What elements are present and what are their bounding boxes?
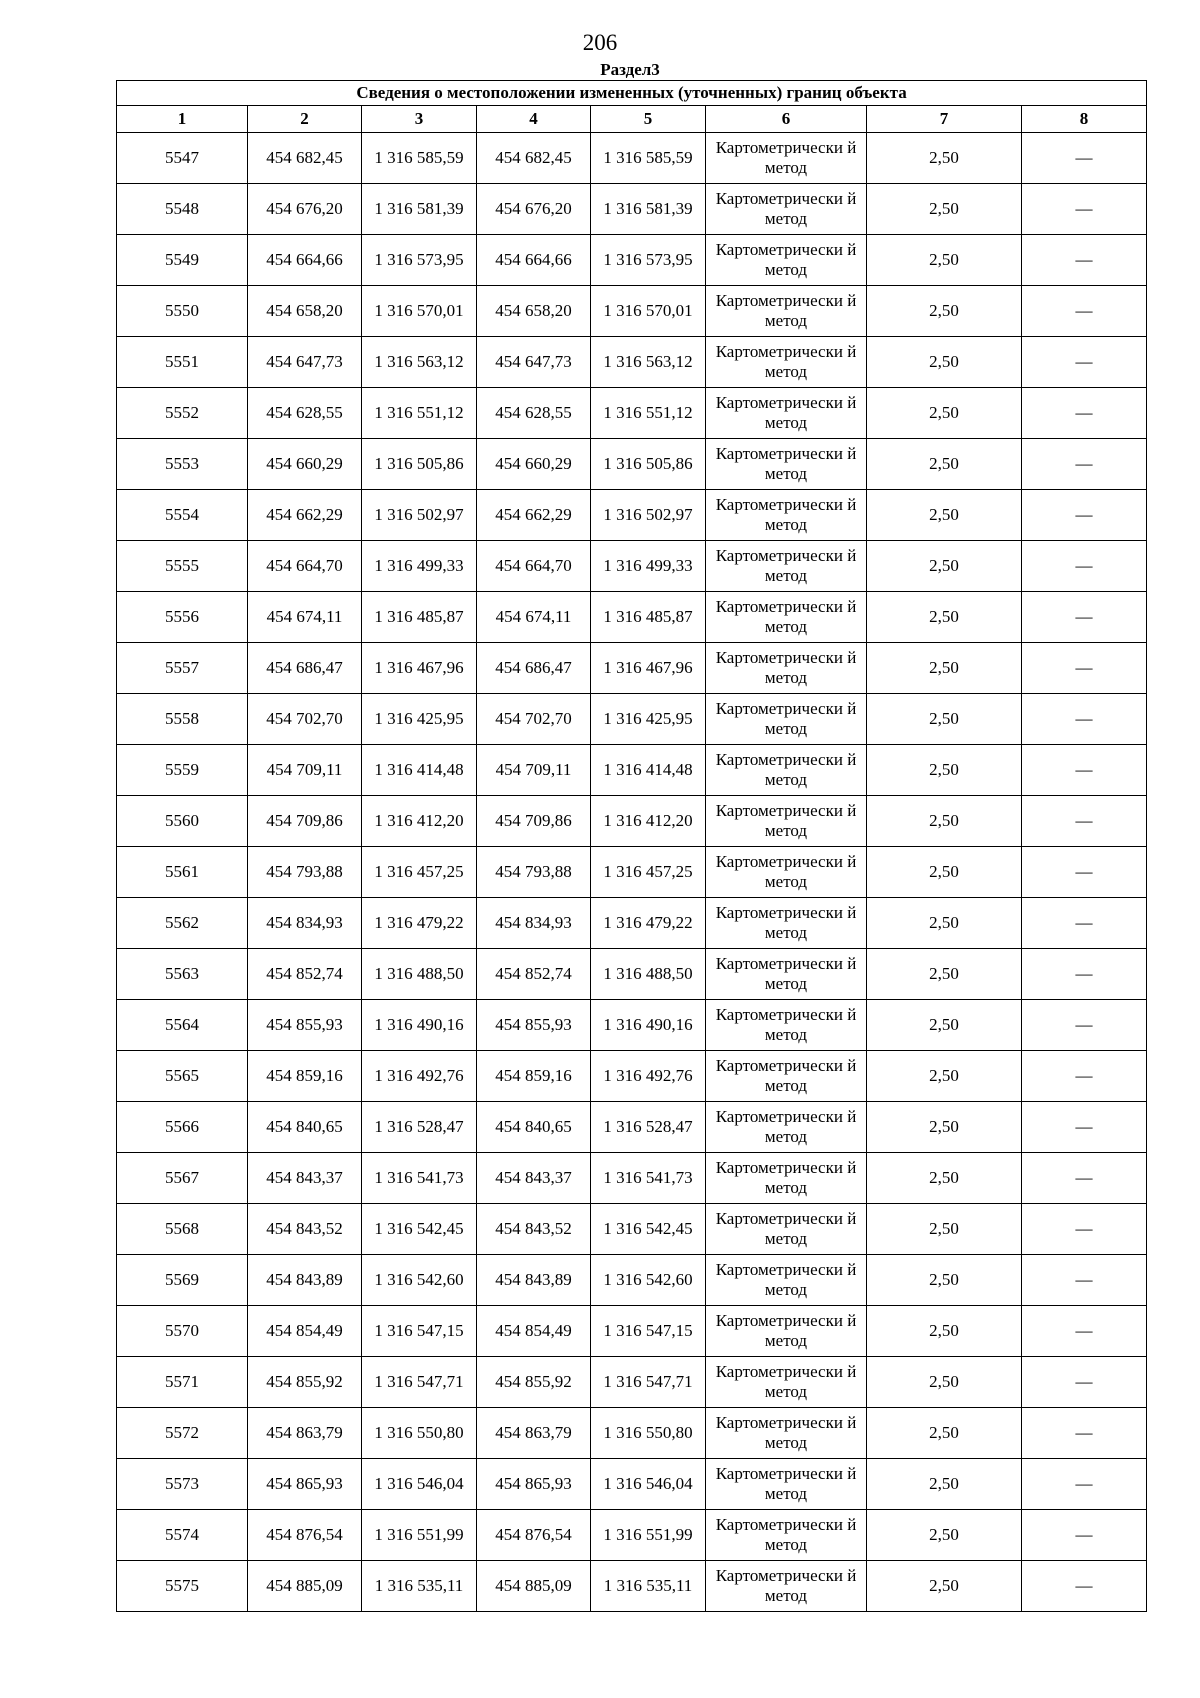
method-cell: Картометрически й метод: [706, 592, 867, 643]
column-number: 8: [1022, 106, 1147, 133]
y-new-cell: 1 316 488,50: [591, 949, 706, 1000]
x-new-cell: 454 658,20: [477, 286, 591, 337]
description-cell: —: [1022, 847, 1147, 898]
point-number-cell: 5556: [117, 592, 248, 643]
method-cell: Картометрически й метод: [706, 1051, 867, 1102]
description-cell: —: [1022, 898, 1147, 949]
point-number-cell: 5547: [117, 133, 248, 184]
x-old-cell: 454 865,93: [248, 1459, 362, 1510]
x-new-cell: 454 852,74: [477, 949, 591, 1000]
y-new-cell: 1 316 412,20: [591, 796, 706, 847]
table-row: [117, 541, 1147, 592]
point-number-cell: 5570: [117, 1306, 248, 1357]
accuracy-cell: 2,50: [867, 1459, 1022, 1510]
table-row: [117, 1255, 1147, 1306]
y-new-cell: 1 316 551,99: [591, 1510, 706, 1561]
method-cell: Картометрически й метод: [706, 796, 867, 847]
x-new-cell: 454 855,93: [477, 1000, 591, 1051]
x-old-cell: 454 709,86: [248, 796, 362, 847]
x-old-cell: 454 662,29: [248, 490, 362, 541]
table-row: [117, 796, 1147, 847]
accuracy-cell: 2,50: [867, 1051, 1022, 1102]
x-new-cell: 454 628,55: [477, 388, 591, 439]
x-old-cell: 454 834,93: [248, 898, 362, 949]
table-row: [117, 949, 1147, 1000]
table-row: [117, 1000, 1147, 1051]
accuracy-cell: 2,50: [867, 796, 1022, 847]
y-old-cell: 1 316 485,87: [362, 592, 477, 643]
method-cell: Картометрически й метод: [706, 490, 867, 541]
method-cell: Картометрически й метод: [706, 1459, 867, 1510]
point-number-cell: 5567: [117, 1153, 248, 1204]
x-new-cell: 454 674,11: [477, 592, 591, 643]
table-row: [117, 1561, 1147, 1612]
x-new-cell: 454 865,93: [477, 1459, 591, 1510]
table-body: [117, 133, 1147, 1612]
x-new-cell: 454 843,52: [477, 1204, 591, 1255]
accuracy-cell: 2,50: [867, 388, 1022, 439]
table-row: [117, 337, 1147, 388]
method-cell: Картометрически й метод: [706, 541, 867, 592]
method-cell: Картометрически й метод: [706, 1510, 867, 1561]
x-old-cell: 454 859,16: [248, 1051, 362, 1102]
point-number-cell: 5561: [117, 847, 248, 898]
point-number-cell: 5574: [117, 1510, 248, 1561]
point-number-cell: 5558: [117, 694, 248, 745]
accuracy-cell: 2,50: [867, 847, 1022, 898]
accuracy-cell: 2,50: [867, 184, 1022, 235]
x-new-cell: 454 834,93: [477, 898, 591, 949]
description-cell: —: [1022, 1255, 1147, 1306]
table-row: [117, 1153, 1147, 1204]
description-cell: —: [1022, 184, 1147, 235]
description-cell: —: [1022, 1051, 1147, 1102]
x-new-cell: 454 664,70: [477, 541, 591, 592]
y-old-cell: 1 316 457,25: [362, 847, 477, 898]
accuracy-cell: 2,50: [867, 1510, 1022, 1561]
description-cell: —: [1022, 286, 1147, 337]
y-new-cell: 1 316 546,04: [591, 1459, 706, 1510]
method-cell: Картометрически й метод: [706, 847, 867, 898]
y-old-cell: 1 316 414,48: [362, 745, 477, 796]
method-cell: Картометрически й метод: [706, 1306, 867, 1357]
y-old-cell: 1 316 551,99: [362, 1510, 477, 1561]
point-number-cell: 5573: [117, 1459, 248, 1510]
column-number: 6: [706, 106, 867, 133]
x-new-cell: 454 660,29: [477, 439, 591, 490]
description-cell: —: [1022, 1153, 1147, 1204]
accuracy-cell: 2,50: [867, 1408, 1022, 1459]
table-row: [117, 184, 1147, 235]
x-new-cell: 454 647,73: [477, 337, 591, 388]
y-old-cell: 1 316 490,16: [362, 1000, 477, 1051]
x-new-cell: 454 876,54: [477, 1510, 591, 1561]
description-cell: —: [1022, 1000, 1147, 1051]
table-row: [117, 1102, 1147, 1153]
y-old-cell: 1 316 535,11: [362, 1561, 477, 1612]
column-number: 2: [248, 106, 362, 133]
y-new-cell: 1 316 414,48: [591, 745, 706, 796]
x-old-cell: 454 843,52: [248, 1204, 362, 1255]
point-number-cell: 5562: [117, 898, 248, 949]
accuracy-cell: 2,50: [867, 439, 1022, 490]
y-new-cell: 1 316 528,47: [591, 1102, 706, 1153]
accuracy-cell: 2,50: [867, 1153, 1022, 1204]
method-cell: Картометрически й метод: [706, 337, 867, 388]
y-new-cell: 1 316 425,95: [591, 694, 706, 745]
point-number-cell: 5575: [117, 1561, 248, 1612]
y-old-cell: 1 316 551,12: [362, 388, 477, 439]
y-new-cell: 1 316 542,45: [591, 1204, 706, 1255]
x-new-cell: 454 702,70: [477, 694, 591, 745]
point-number-cell: 5553: [117, 439, 248, 490]
y-old-cell: 1 316 563,12: [362, 337, 477, 388]
y-new-cell: 1 316 490,16: [591, 1000, 706, 1051]
y-old-cell: 1 316 541,73: [362, 1153, 477, 1204]
point-number-cell: 5563: [117, 949, 248, 1000]
x-new-cell: 454 855,92: [477, 1357, 591, 1408]
column-number: 3: [362, 106, 477, 133]
x-old-cell: 454 876,54: [248, 1510, 362, 1561]
table-row: [117, 1204, 1147, 1255]
table-row: [117, 388, 1147, 439]
y-old-cell: 1 316 479,22: [362, 898, 477, 949]
accuracy-cell: 2,50: [867, 133, 1022, 184]
method-cell: Картометрически й метод: [706, 949, 867, 1000]
table-row: [117, 592, 1147, 643]
accuracy-cell: 2,50: [867, 592, 1022, 643]
accuracy-cell: 2,50: [867, 337, 1022, 388]
accuracy-cell: 2,50: [867, 1306, 1022, 1357]
y-new-cell: 1 316 457,25: [591, 847, 706, 898]
accuracy-cell: 2,50: [867, 745, 1022, 796]
x-new-cell: 454 709,11: [477, 745, 591, 796]
method-cell: Картометрически й метод: [706, 388, 867, 439]
point-number-cell: 5571: [117, 1357, 248, 1408]
accuracy-cell: 2,50: [867, 898, 1022, 949]
y-old-cell: 1 316 425,95: [362, 694, 477, 745]
point-number-cell: 5559: [117, 745, 248, 796]
point-number-cell: 5552: [117, 388, 248, 439]
y-old-cell: 1 316 542,60: [362, 1255, 477, 1306]
y-new-cell: 1 316 535,11: [591, 1561, 706, 1612]
column-number-row: [117, 106, 1147, 133]
description-cell: —: [1022, 796, 1147, 847]
accuracy-cell: 2,50: [867, 643, 1022, 694]
table-row: [117, 439, 1147, 490]
page-number: 206: [582, 30, 618, 55]
point-number-cell: 5565: [117, 1051, 248, 1102]
table-row: [117, 286, 1147, 337]
y-old-cell: 1 316 546,04: [362, 1459, 477, 1510]
y-new-cell: 1 316 542,60: [591, 1255, 706, 1306]
method-cell: Картометрически й метод: [706, 1000, 867, 1051]
y-new-cell: 1 316 499,33: [591, 541, 706, 592]
point-number-cell: 5568: [117, 1204, 248, 1255]
x-new-cell: 454 843,37: [477, 1153, 591, 1204]
x-new-cell: 454 859,16: [477, 1051, 591, 1102]
table-row: [117, 133, 1147, 184]
x-old-cell: 454 852,74: [248, 949, 362, 1000]
y-new-cell: 1 316 547,71: [591, 1357, 706, 1408]
y-old-cell: 1 316 412,20: [362, 796, 477, 847]
column-number: 5: [591, 106, 706, 133]
description-cell: —: [1022, 1357, 1147, 1408]
x-old-cell: 454 863,79: [248, 1408, 362, 1459]
point-number-cell: 5557: [117, 643, 248, 694]
method-cell: Картометрически й метод: [706, 745, 867, 796]
point-number-cell: 5555: [117, 541, 248, 592]
method-cell: Картометрически й метод: [706, 898, 867, 949]
table-row: [117, 1357, 1147, 1408]
table-row: [117, 847, 1147, 898]
table-row: [117, 1408, 1147, 1459]
accuracy-cell: 2,50: [867, 490, 1022, 541]
point-number-cell: 5566: [117, 1102, 248, 1153]
y-old-cell: 1 316 467,96: [362, 643, 477, 694]
x-old-cell: 454 702,70: [248, 694, 362, 745]
y-old-cell: 1 316 581,39: [362, 184, 477, 235]
method-cell: Картометрически й метод: [706, 643, 867, 694]
x-new-cell: 454 854,49: [477, 1306, 591, 1357]
method-cell: Картометрически й метод: [706, 1357, 867, 1408]
description-cell: —: [1022, 643, 1147, 694]
y-new-cell: 1 316 563,12: [591, 337, 706, 388]
description-cell: —: [1022, 694, 1147, 745]
y-new-cell: 1 316 479,22: [591, 898, 706, 949]
point-number-cell: 5564: [117, 1000, 248, 1051]
y-old-cell: 1 316 550,80: [362, 1408, 477, 1459]
x-new-cell: 454 793,88: [477, 847, 591, 898]
y-old-cell: 1 316 505,86: [362, 439, 477, 490]
y-new-cell: 1 316 467,96: [591, 643, 706, 694]
y-old-cell: 1 316 585,59: [362, 133, 477, 184]
y-old-cell: 1 316 488,50: [362, 949, 477, 1000]
method-cell: Картометрически й метод: [706, 235, 867, 286]
column-number: 4: [477, 106, 591, 133]
x-new-cell: 454 843,89: [477, 1255, 591, 1306]
y-new-cell: 1 316 502,97: [591, 490, 706, 541]
point-number-cell: 5551: [117, 337, 248, 388]
column-number: 7: [867, 106, 1022, 133]
description-cell: —: [1022, 1102, 1147, 1153]
accuracy-cell: 2,50: [867, 694, 1022, 745]
y-old-cell: 1 316 528,47: [362, 1102, 477, 1153]
y-old-cell: 1 316 542,45: [362, 1204, 477, 1255]
method-cell: Картометрически й метод: [706, 286, 867, 337]
description-cell: —: [1022, 1561, 1147, 1612]
accuracy-cell: 2,50: [867, 1357, 1022, 1408]
description-cell: —: [1022, 541, 1147, 592]
method-cell: Картометрически й метод: [706, 1204, 867, 1255]
description-cell: —: [1022, 439, 1147, 490]
x-old-cell: 454 843,89: [248, 1255, 362, 1306]
y-new-cell: 1 316 573,95: [591, 235, 706, 286]
column-number: 1: [117, 106, 248, 133]
x-old-cell: 454 682,45: [248, 133, 362, 184]
description-cell: —: [1022, 1510, 1147, 1561]
point-number-cell: 5572: [117, 1408, 248, 1459]
table-row: [117, 235, 1147, 286]
accuracy-cell: 2,50: [867, 541, 1022, 592]
boundary-coordinates-table: [116, 80, 1147, 1612]
x-old-cell: 454 843,37: [248, 1153, 362, 1204]
method-cell: Картометрически й метод: [706, 694, 867, 745]
y-new-cell: 1 316 570,01: [591, 286, 706, 337]
table-row: [117, 1510, 1147, 1561]
x-new-cell: 454 686,47: [477, 643, 591, 694]
x-old-cell: 454 664,70: [248, 541, 362, 592]
y-old-cell: 1 316 492,76: [362, 1051, 477, 1102]
point-number-cell: 5549: [117, 235, 248, 286]
y-new-cell: 1 316 541,73: [591, 1153, 706, 1204]
table-row: [117, 643, 1147, 694]
x-old-cell: 454 793,88: [248, 847, 362, 898]
description-cell: —: [1022, 592, 1147, 643]
description-cell: —: [1022, 1306, 1147, 1357]
y-new-cell: 1 316 485,87: [591, 592, 706, 643]
method-cell: Картометрически й метод: [706, 184, 867, 235]
point-number-cell: 5569: [117, 1255, 248, 1306]
method-cell: Картометрически й метод: [706, 1561, 867, 1612]
accuracy-cell: 2,50: [867, 1000, 1022, 1051]
method-cell: Картометрически й метод: [706, 1408, 867, 1459]
y-old-cell: 1 316 499,33: [362, 541, 477, 592]
point-number-cell: 5554: [117, 490, 248, 541]
point-number-cell: 5550: [117, 286, 248, 337]
x-new-cell: 454 863,79: [477, 1408, 591, 1459]
x-new-cell: 454 662,29: [477, 490, 591, 541]
x-old-cell: 454 660,29: [248, 439, 362, 490]
x-old-cell: 454 664,66: [248, 235, 362, 286]
description-cell: —: [1022, 490, 1147, 541]
x-new-cell: 454 676,20: [477, 184, 591, 235]
table-row: [117, 898, 1147, 949]
x-old-cell: 454 855,93: [248, 1000, 362, 1051]
accuracy-cell: 2,50: [867, 949, 1022, 1000]
point-number-cell: 5548: [117, 184, 248, 235]
method-cell: Картометрически й метод: [706, 1153, 867, 1204]
x-old-cell: 454 854,49: [248, 1306, 362, 1357]
point-number-cell: 5560: [117, 796, 248, 847]
x-new-cell: 454 709,86: [477, 796, 591, 847]
y-new-cell: 1 316 547,15: [591, 1306, 706, 1357]
y-old-cell: 1 316 547,71: [362, 1357, 477, 1408]
table-row: [117, 745, 1147, 796]
x-new-cell: 454 682,45: [477, 133, 591, 184]
accuracy-cell: 2,50: [867, 1204, 1022, 1255]
method-cell: Картометрически й метод: [706, 439, 867, 490]
y-new-cell: 1 316 550,80: [591, 1408, 706, 1459]
accuracy-cell: 2,50: [867, 1561, 1022, 1612]
accuracy-cell: 2,50: [867, 286, 1022, 337]
method-cell: Картометрически й метод: [706, 1102, 867, 1153]
table-row: [117, 694, 1147, 745]
table-row: [117, 490, 1147, 541]
table-caption: Сведения о местоположении измененных (уточненных) границ объекта: [117, 81, 1147, 106]
y-new-cell: 1 316 492,76: [591, 1051, 706, 1102]
y-old-cell: 1 316 547,15: [362, 1306, 477, 1357]
y-new-cell: 1 316 585,59: [591, 133, 706, 184]
table-row: [117, 1051, 1147, 1102]
table-row: [117, 1306, 1147, 1357]
description-cell: —: [1022, 1459, 1147, 1510]
x-new-cell: 454 664,66: [477, 235, 591, 286]
x-old-cell: 454 674,11: [248, 592, 362, 643]
y-new-cell: 1 316 505,86: [591, 439, 706, 490]
x-old-cell: 454 676,20: [248, 184, 362, 235]
x-old-cell: 454 709,11: [248, 745, 362, 796]
table-row: [117, 1459, 1147, 1510]
x-old-cell: 454 628,55: [248, 388, 362, 439]
x-old-cell: 454 647,73: [248, 337, 362, 388]
y-old-cell: 1 316 570,01: [362, 286, 477, 337]
method-cell: Картометрически й метод: [706, 133, 867, 184]
x-old-cell: 454 658,20: [248, 286, 362, 337]
description-cell: —: [1022, 388, 1147, 439]
description-cell: —: [1022, 235, 1147, 286]
y-old-cell: 1 316 502,97: [362, 490, 477, 541]
y-new-cell: 1 316 551,12: [591, 388, 706, 439]
x-old-cell: 454 840,65: [248, 1102, 362, 1153]
description-cell: —: [1022, 1408, 1147, 1459]
method-cell: Картометрически й метод: [706, 1255, 867, 1306]
description-cell: —: [1022, 1204, 1147, 1255]
y-old-cell: 1 316 573,95: [362, 235, 477, 286]
x-new-cell: 454 885,09: [477, 1561, 591, 1612]
accuracy-cell: 2,50: [867, 1255, 1022, 1306]
description-cell: —: [1022, 949, 1147, 1000]
x-old-cell: 454 686,47: [248, 643, 362, 694]
x-new-cell: 454 840,65: [477, 1102, 591, 1153]
x-old-cell: 454 885,09: [248, 1561, 362, 1612]
description-cell: —: [1022, 337, 1147, 388]
x-old-cell: 454 855,92: [248, 1357, 362, 1408]
accuracy-cell: 2,50: [867, 1102, 1022, 1153]
accuracy-cell: 2,50: [867, 235, 1022, 286]
y-new-cell: 1 316 581,39: [591, 184, 706, 235]
description-cell: —: [1022, 133, 1147, 184]
description-cell: —: [1022, 745, 1147, 796]
section-title: Раздел3: [600, 60, 660, 79]
